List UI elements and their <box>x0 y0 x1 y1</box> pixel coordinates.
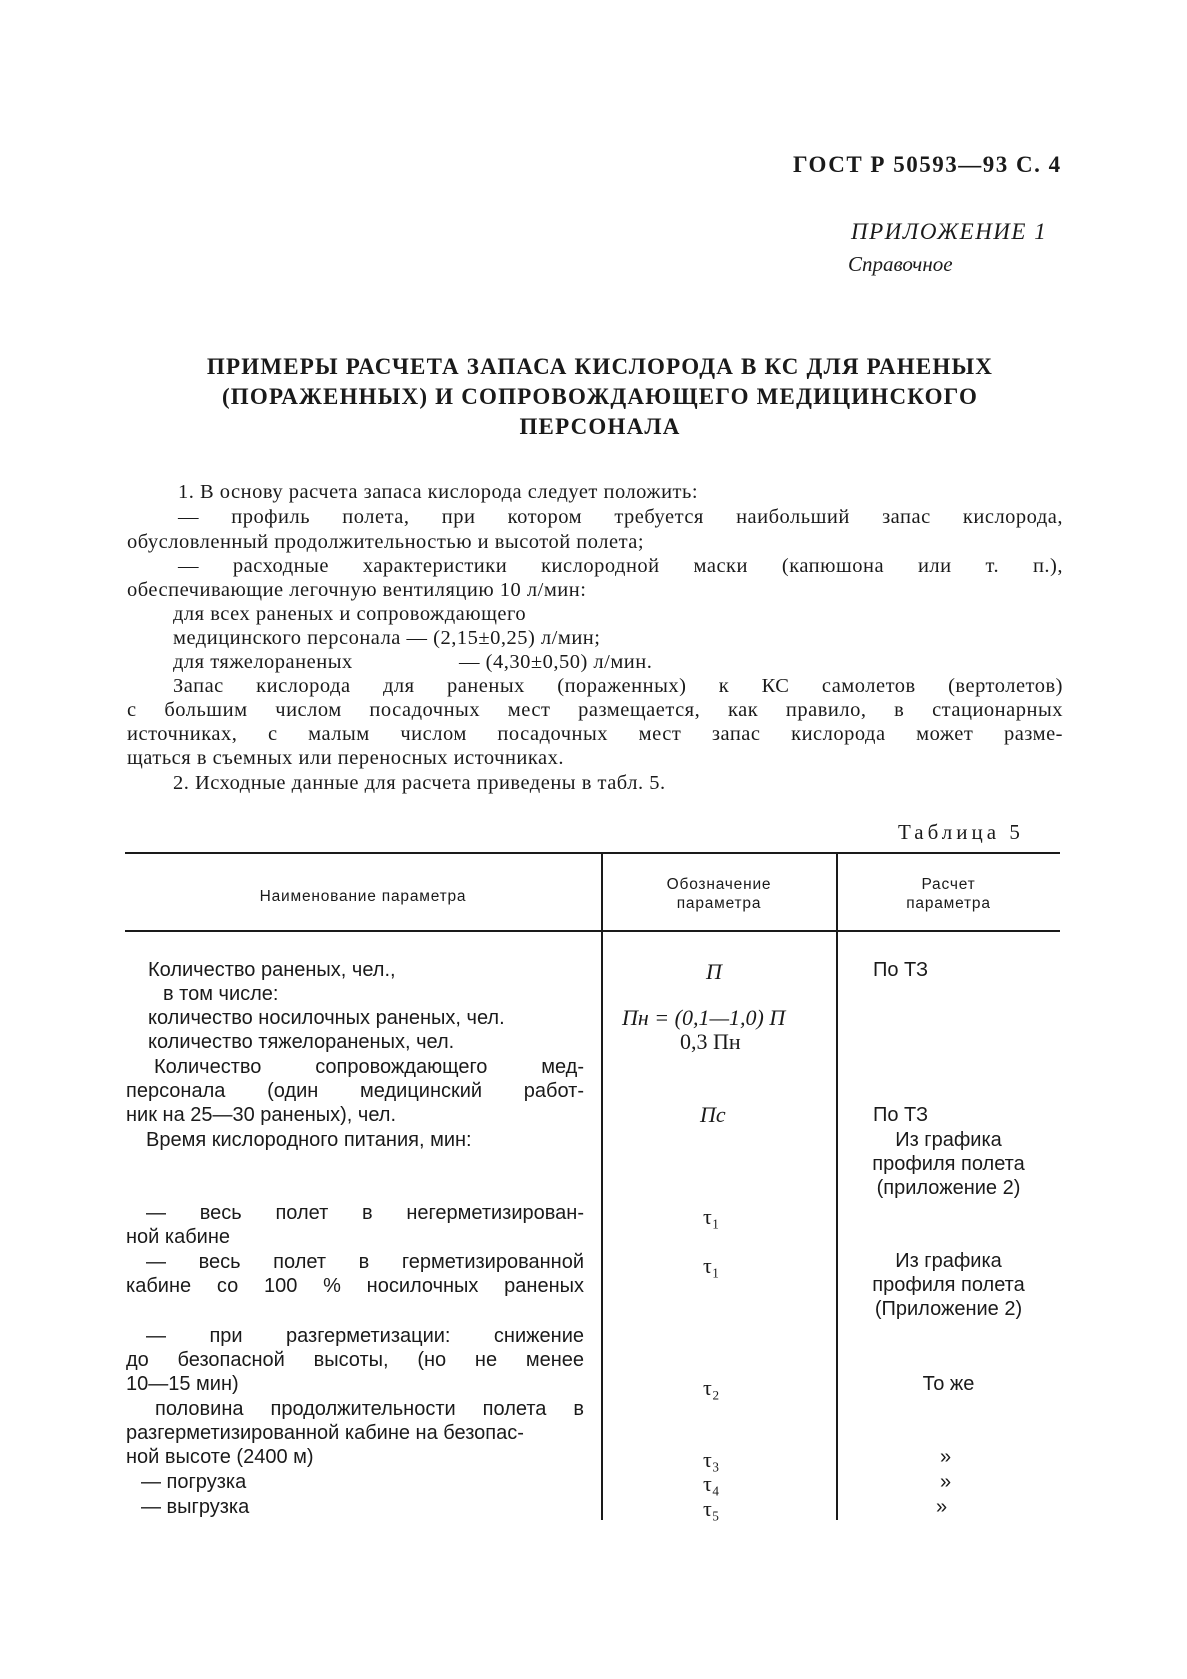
body-line-11: источниках, с малым числом посадочных мест запас кислорода может разме- <box>127 723 1063 745</box>
calc-graph-1-line-3: (приложение 2) <box>876 1177 1021 1199</box>
symbol-pc: Пс <box>700 1102 726 1127</box>
table-top-rule <box>125 852 1060 854</box>
table-column-divider-1 <box>601 852 603 1520</box>
header-calc-line-1: Расчет <box>921 876 976 893</box>
title-line-2: (ПОРАЖЕННЫХ) И СОПРОВОЖДАЮЩЕГО МЕДИЦИНСКОГО <box>221 384 979 409</box>
body-line-5: обеспечивающие легочную вентиляцию 10 л/мин: <box>127 579 587 601</box>
symbol-severe: 0,3 Пн <box>680 1029 741 1054</box>
calc-ditto-2: » <box>940 1471 952 1493</box>
row-half-duration-line-1: половина продолжительности полета в <box>155 1398 584 1420</box>
symbol-p: П <box>706 959 722 984</box>
row-severe-count: количество тяжелораненых, чел. <box>148 1031 455 1053</box>
calc-graph-2-line-2: профиля полета <box>872 1274 1025 1296</box>
body-line-1: 1. В основу расчета запаса кислорода следует положить: <box>178 481 699 503</box>
body-line-10: с большим числом посадочных мест размещается, как правило, в стационарных <box>127 699 1063 721</box>
calc-ditto-1: » <box>940 1446 952 1468</box>
calc-graph-2-line-1: Из графика <box>895 1250 1002 1272</box>
appendix-title: ПРИЛОЖЕНИЕ 1 <box>851 219 1048 244</box>
row-wounded-count: Количество раненых, чел., <box>148 959 396 981</box>
row-unpressurized-line-1: — весь полет в негерметизирован- <box>146 1202 584 1224</box>
body-line-12: щаться в съемных или переносных источниках. <box>127 747 565 769</box>
row-including: в том числе: <box>163 983 279 1005</box>
symbol-tau-4: τ₄ <box>703 1471 720 1496</box>
header-symbol-line-1: Обозначение <box>666 876 772 893</box>
title-line-3: ПЕРСОНАЛА <box>519 414 681 439</box>
body-line-3: обусловленный продолжительностью и высотой полета; <box>127 531 645 553</box>
symbol-tau-3: τ₃ <box>703 1447 720 1472</box>
body-line-8b: — (4,30±0,50) л/мин. <box>459 651 653 673</box>
row-pressurized-line-2: кабине со 100 % носилочных раненых <box>126 1275 584 1297</box>
calc-graph-1-line-2: профиля полета <box>872 1153 1025 1175</box>
row-unpressurized-line-2: ной кабине <box>126 1226 231 1248</box>
appendix-type: Справочное <box>848 252 953 276</box>
symbol-pn-formula: Пн = (0,1—1,0) П <box>622 1005 786 1030</box>
header-calc-line-2: параметра <box>906 895 991 912</box>
row-staff-line-3: ник на 25—30 раненых), чел. <box>126 1104 397 1126</box>
calc-ditto-3: » <box>936 1496 948 1518</box>
row-stretcher-count: количество носилочных раненых, чел. <box>148 1007 505 1029</box>
symbol-tau-1b: τ₁ <box>703 1253 720 1278</box>
calc-same: То же <box>922 1373 975 1395</box>
calc-graph-1-line-1: Из графика <box>895 1129 1002 1151</box>
title-line-1: ПРИМЕРЫ РАСЧЕТА ЗАПАСА КИСЛОРОДА В КС ДЛЯ РАНЕНЫХ <box>206 354 994 379</box>
row-staff-line-2: персонала (один медицинский работ- <box>126 1080 584 1102</box>
header-symbol-line-2: параметра <box>676 895 762 912</box>
row-staff-line-1: Количество сопровождающего мед- <box>154 1056 584 1078</box>
body-line-4: — расходные характеристики кислородной маски (капюшона или т. п.), <box>178 555 1063 577</box>
body-line-13: 2. Исходные данные для расчета приведены в табл. 5. <box>173 772 666 794</box>
body-line-2: — профиль полета, при котором требуется наибольший запас кислорода, <box>178 506 1063 528</box>
symbol-tau-1a: τ₁ <box>703 1204 720 1229</box>
header-parameter-name: Наименование параметра <box>259 888 467 905</box>
row-half-duration-line-3: ной высоте (2400 м) <box>126 1446 314 1468</box>
symbol-tau-2: τ₂ <box>703 1375 720 1400</box>
row-depressurization-line-2: до безопасной высоты, (но не менее <box>126 1349 584 1371</box>
row-half-duration-line-2: разгерметизированной кабине на безопас- <box>126 1422 524 1444</box>
row-depressurization-line-1: — при разгерметизации: снижение <box>146 1325 584 1347</box>
body-line-8a: для тяжелораненых <box>173 651 353 673</box>
body-line-7: медицинского персонала — (2,15±0,25) л/мин; <box>173 627 601 649</box>
body-line-6: для всех раненых и сопровождающего <box>173 603 527 625</box>
row-pressurized-line-1: — весь полет в герметизированной <box>146 1251 584 1273</box>
row-unloading: — выгрузка <box>141 1496 250 1518</box>
row-loading: — погрузка <box>141 1471 247 1493</box>
row-oxygen-time: Время кислородного питания, мин: <box>146 1129 472 1151</box>
calc-graph-2-line-3: (Приложение 2) <box>874 1298 1023 1320</box>
calc-by-tz-1: По ТЗ <box>873 959 929 981</box>
body-line-9: Запас кислорода для раненых (пораженных) к КС самолетов (вертолетов) <box>173 675 1063 697</box>
calc-by-tz-2: По ТЗ <box>873 1104 929 1126</box>
standard-code: ГОСТ Р 50593—93 С. 4 <box>793 152 1062 177</box>
row-depressurization-line-3: 10—15 мин) <box>126 1373 239 1395</box>
symbol-tau-5: τ₅ <box>703 1496 720 1521</box>
table-label: Таблица 5 <box>898 820 1024 844</box>
table-header-rule <box>125 930 1060 932</box>
